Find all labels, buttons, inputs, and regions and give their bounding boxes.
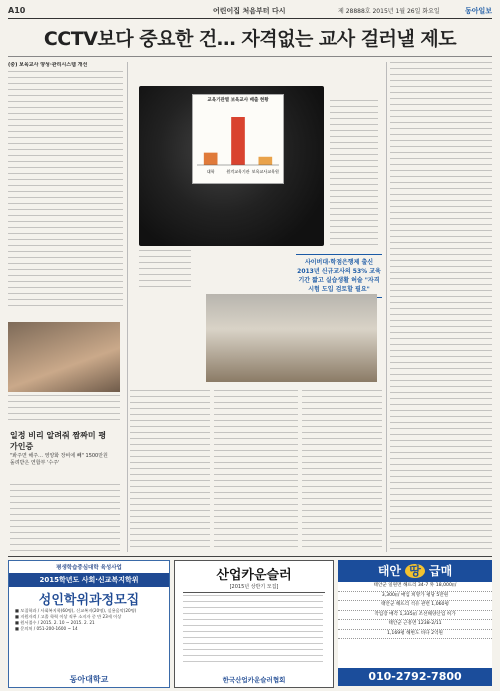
body-text bbox=[390, 62, 492, 552]
body-text bbox=[302, 390, 382, 552]
ad2-title: 산업카운슬러 bbox=[216, 568, 292, 583]
ad3-row: 태안군 근흥면 1238-2/11 bbox=[338, 620, 492, 630]
page-header bbox=[8, 6, 492, 18]
ad1-top: 평생학습중심대학 육성사업 bbox=[9, 561, 169, 571]
ad2-body bbox=[183, 595, 323, 667]
section-label: 어린이집 처음부터 다시 bbox=[213, 7, 286, 15]
article-column-8 bbox=[10, 484, 120, 552]
ad1-item: ■ 문의처 / 051-200-1600 ~ 14 bbox=[15, 626, 78, 631]
column-rule bbox=[127, 62, 128, 552]
chart-category-label: 원격교육기관 bbox=[226, 169, 250, 174]
ad1-headline: 성인학위과정모집 bbox=[38, 593, 140, 608]
body-text bbox=[330, 100, 378, 248]
article-column-3a bbox=[330, 100, 378, 248]
article-subhead: (중) 보육교사 양성·관리시스템 개선 bbox=[8, 62, 88, 68]
article-column-6 bbox=[214, 390, 298, 552]
article-column-5 bbox=[130, 390, 210, 552]
university-ad[interactable] bbox=[8, 560, 170, 688]
headline-rule bbox=[8, 56, 492, 57]
ad1-university-name: 동아대학교 bbox=[69, 675, 109, 684]
bar-chart bbox=[192, 94, 284, 184]
ad2-org: 한국산업카운슬러협회 bbox=[222, 676, 286, 684]
ad1-item: ■ 모집학과 / 사회복지학(60명), 신교복지(20명), 실용음악(20명) bbox=[15, 608, 137, 613]
brand-logo: 동아일보 bbox=[464, 7, 492, 15]
issue-date: 제 28888호 2015년 1월 26일 화요일 bbox=[338, 8, 440, 15]
ad-divider bbox=[8, 556, 492, 557]
article-column-1 bbox=[8, 62, 123, 318]
article-column-7 bbox=[302, 390, 382, 552]
chart-title: 교육기관별 보육교사 배출 현황 bbox=[207, 98, 269, 103]
ad3-row: 태안군 일원면 해뜨리 34-7 外 18,000㎡ bbox=[338, 582, 492, 592]
ad1-item: ■ 원서접수 / 2015. 2. 10 ~ 2015. 2. 21 bbox=[15, 620, 95, 625]
classroom-photo bbox=[206, 294, 377, 382]
body-text bbox=[214, 390, 298, 552]
substory-lede: "봐주면 해주… 영양화 장비에 빼" 1500만원 돌려받은 연합부 '수주' bbox=[10, 453, 108, 466]
article-column-2a bbox=[139, 250, 191, 290]
chart-bar bbox=[204, 153, 218, 165]
chart-bar bbox=[259, 157, 273, 165]
header-rule bbox=[8, 18, 492, 19]
ad3-row: 1,169평 해변도 바다 2억원 bbox=[338, 630, 492, 640]
ad1-band: 2015학년도 사회·신교복지학위 bbox=[9, 573, 169, 587]
ad1-item: ■ 지원자격 / 고졸 학력 이상 직무 소지자 중 만 23세 이상 bbox=[15, 614, 122, 619]
chart-category-label: 보육교사교육원 bbox=[251, 169, 279, 174]
column-rule bbox=[386, 62, 387, 552]
body-text bbox=[130, 390, 210, 552]
ad3-title: 태안 땅 급매 bbox=[338, 560, 492, 582]
caption-text bbox=[8, 395, 120, 421]
chart-bar bbox=[231, 117, 245, 165]
ad2-subtitle: [2015년 상반기 모집] bbox=[183, 583, 325, 593]
page-number: A10 bbox=[8, 6, 26, 15]
ad3-phone[interactable]: 010-2792-7800 bbox=[338, 668, 492, 686]
ad2-body-text bbox=[183, 595, 323, 667]
ad3-badge: 땅 bbox=[405, 564, 425, 578]
page-headline: CCTV보다 중요한 건… 자격없는 교사 걸러낼 제도 bbox=[43, 28, 457, 50]
pull-quote: 사이버대·학점은행제 출신 2013년 신규교사의 53% 교육기간 짧고 실습생활 허술 "자격시험 도입 검토할 필요" bbox=[296, 254, 382, 298]
ad3-row: 태안군 해뜨리 석유 관련 1,060평 bbox=[338, 601, 492, 611]
ad3-row: 작업장 매각 1,335㎡ 조선해양산업 허가 bbox=[338, 611, 492, 621]
body-text bbox=[10, 484, 120, 552]
counselor-ad[interactable] bbox=[174, 560, 334, 688]
substory-title: 일정 비리 알려줘 짬짜미 평가인증 bbox=[10, 431, 107, 451]
body-text bbox=[139, 250, 191, 290]
left-photo-caption bbox=[8, 395, 120, 421]
land-sale-ad[interactable] bbox=[338, 560, 492, 686]
ad3-row: 3,300㎡ 매입 희망가 평당 5만원 bbox=[338, 592, 492, 602]
chart-category-label: 대학 bbox=[206, 169, 215, 174]
left-photo bbox=[8, 322, 120, 392]
body-text bbox=[8, 71, 123, 311]
article-column-4 bbox=[390, 62, 492, 552]
chart-svg bbox=[197, 105, 279, 179]
